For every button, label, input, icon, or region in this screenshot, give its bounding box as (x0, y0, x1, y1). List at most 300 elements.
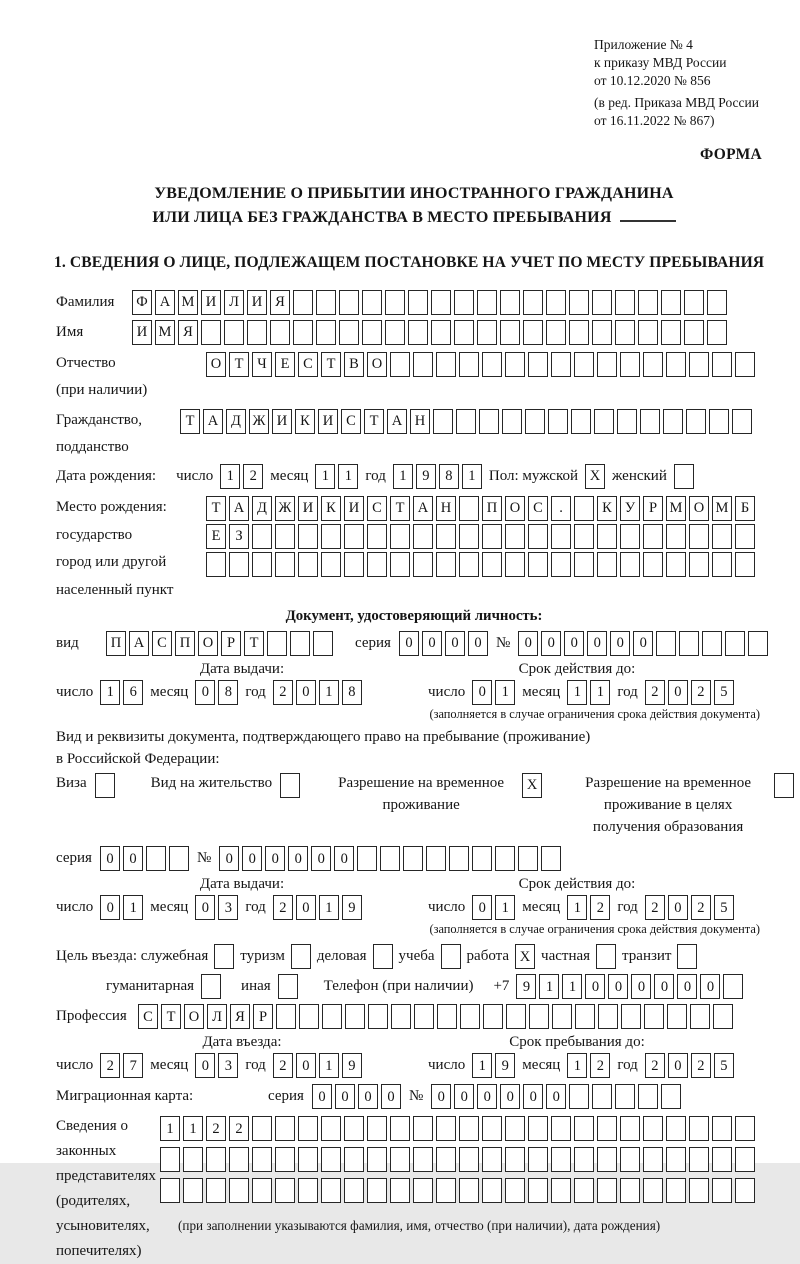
char-box[interactable] (390, 352, 410, 377)
char-box[interactable] (278, 974, 298, 999)
char-box[interactable] (551, 524, 571, 549)
char-box[interactable] (477, 320, 497, 345)
char-box[interactable]: 0 (608, 974, 628, 999)
char-box[interactable]: А (229, 496, 249, 521)
char-box[interactable] (367, 1116, 387, 1141)
char-box[interactable] (638, 320, 658, 345)
char-box[interactable]: 1 (393, 464, 413, 489)
char-box[interactable] (615, 1084, 635, 1109)
char-box[interactable] (345, 1004, 365, 1029)
char-box[interactable] (500, 320, 520, 345)
char-box[interactable] (574, 1147, 594, 1172)
char-box[interactable] (276, 1004, 296, 1029)
char-box[interactable] (206, 1147, 226, 1172)
char-box[interactable] (431, 290, 451, 315)
char-box[interactable] (229, 552, 249, 577)
char-box[interactable] (459, 1147, 479, 1172)
char-box[interactable]: Д (226, 409, 246, 434)
char-box[interactable] (95, 773, 115, 798)
char-box[interactable]: Я (270, 290, 290, 315)
char-box[interactable] (367, 524, 387, 549)
char-box[interactable]: А (129, 631, 149, 656)
char-box[interactable]: 1 (123, 895, 143, 920)
char-box[interactable] (551, 552, 571, 577)
char-box[interactable] (344, 1116, 364, 1141)
char-box[interactable] (390, 524, 410, 549)
char-box[interactable]: Л (207, 1004, 227, 1029)
char-box[interactable]: 5 (714, 1053, 734, 1078)
char-box[interactable]: Т (364, 409, 384, 434)
char-box[interactable]: 2 (100, 1053, 120, 1078)
char-box[interactable]: С (138, 1004, 158, 1029)
char-box[interactable]: 0 (334, 846, 354, 871)
char-box[interactable] (712, 552, 732, 577)
char-box[interactable] (505, 1147, 525, 1172)
char-box[interactable]: 0 (195, 1053, 215, 1078)
char-box[interactable]: 1 (567, 1053, 587, 1078)
char-box[interactable]: 1 (495, 895, 515, 920)
char-box[interactable] (459, 552, 479, 577)
char-box[interactable]: 2 (273, 680, 293, 705)
char-box[interactable]: 2 (206, 1116, 226, 1141)
char-box[interactable]: 5 (714, 680, 734, 705)
char-box[interactable] (735, 352, 755, 377)
char-box[interactable]: И (201, 290, 221, 315)
char-box[interactable]: Ж (249, 409, 269, 434)
char-box[interactable]: 1 (183, 1116, 203, 1141)
char-box[interactable] (598, 1004, 618, 1029)
char-box[interactable] (160, 1178, 180, 1203)
char-box[interactable] (702, 631, 722, 656)
char-box[interactable]: Ф (132, 290, 152, 315)
char-box[interactable] (505, 552, 525, 577)
char-box[interactable] (413, 524, 433, 549)
char-box[interactable]: 1 (472, 1053, 492, 1078)
char-box[interactable] (505, 352, 525, 377)
char-box[interactable]: А (203, 409, 223, 434)
char-box[interactable] (298, 1116, 318, 1141)
char-box[interactable] (615, 290, 635, 315)
char-box[interactable] (413, 352, 433, 377)
char-box[interactable]: 1 (100, 680, 120, 705)
char-box[interactable]: 9 (516, 974, 536, 999)
char-box[interactable]: 0 (296, 680, 316, 705)
char-box[interactable] (679, 631, 699, 656)
char-box[interactable] (528, 552, 548, 577)
char-box[interactable]: Ч (252, 352, 272, 377)
char-box[interactable] (252, 1147, 272, 1172)
char-box[interactable] (206, 1178, 226, 1203)
char-box[interactable]: 0 (296, 895, 316, 920)
char-box[interactable] (574, 352, 594, 377)
char-box[interactable] (546, 320, 566, 345)
char-box[interactable] (712, 352, 732, 377)
char-box[interactable] (569, 320, 589, 345)
char-box[interactable]: 1 (319, 895, 339, 920)
char-box[interactable]: Н (410, 409, 430, 434)
char-box[interactable]: 2 (243, 464, 263, 489)
char-box[interactable]: У (620, 496, 640, 521)
char-box[interactable] (459, 1178, 479, 1203)
char-box[interactable] (574, 552, 594, 577)
char-box[interactable]: 0 (296, 1053, 316, 1078)
char-box[interactable]: 1 (220, 464, 240, 489)
char-box[interactable]: 1 (462, 464, 482, 489)
char-box[interactable]: 0 (668, 1053, 688, 1078)
char-box[interactable] (275, 1147, 295, 1172)
char-box[interactable]: П (106, 631, 126, 656)
char-box[interactable] (391, 1004, 411, 1029)
char-box[interactable]: 9 (342, 1053, 362, 1078)
char-box[interactable]: 0 (219, 846, 239, 871)
char-box[interactable] (735, 1147, 755, 1172)
char-box[interactable]: 0 (518, 631, 538, 656)
char-box[interactable] (344, 552, 364, 577)
char-box[interactable] (667, 1004, 687, 1029)
char-box[interactable] (528, 352, 548, 377)
char-box[interactable] (482, 352, 502, 377)
char-box[interactable] (615, 320, 635, 345)
char-box[interactable] (390, 552, 410, 577)
char-box[interactable]: И (132, 320, 152, 345)
char-box[interactable] (413, 552, 433, 577)
char-box[interactable]: 2 (645, 1053, 665, 1078)
char-box[interactable]: 0 (585, 974, 605, 999)
char-box[interactable] (725, 631, 745, 656)
char-box[interactable] (621, 1004, 641, 1029)
char-box[interactable]: Т (244, 631, 264, 656)
char-box[interactable] (495, 846, 515, 871)
char-box[interactable]: 0 (541, 631, 561, 656)
char-box[interactable]: К (321, 496, 341, 521)
char-box[interactable] (267, 631, 287, 656)
char-box[interactable] (472, 846, 492, 871)
char-box[interactable]: Т (229, 352, 249, 377)
char-box[interactable] (551, 1178, 571, 1203)
char-box[interactable]: 8 (439, 464, 459, 489)
char-box[interactable]: Р (253, 1004, 273, 1029)
char-box[interactable]: З (229, 524, 249, 549)
char-box[interactable]: 2 (229, 1116, 249, 1141)
char-box[interactable] (413, 1178, 433, 1203)
char-box[interactable]: 1 (567, 895, 587, 920)
char-box[interactable] (183, 1178, 203, 1203)
char-box[interactable] (482, 1147, 502, 1172)
char-box[interactable]: 9 (495, 1053, 515, 1078)
char-box[interactable]: И (344, 496, 364, 521)
char-box[interactable]: Д (252, 496, 272, 521)
char-box[interactable] (707, 290, 727, 315)
char-box[interactable] (528, 1147, 548, 1172)
char-box[interactable] (201, 974, 221, 999)
char-box[interactable] (408, 320, 428, 345)
char-box[interactable]: Б (735, 496, 755, 521)
char-box[interactable] (380, 846, 400, 871)
char-box[interactable] (385, 320, 405, 345)
char-box[interactable] (293, 320, 313, 345)
char-box[interactable] (597, 552, 617, 577)
char-box[interactable]: 3 (218, 1053, 238, 1078)
char-box[interactable] (523, 290, 543, 315)
char-box[interactable]: 0 (633, 631, 653, 656)
char-box[interactable]: 0 (311, 846, 331, 871)
char-box[interactable] (449, 846, 469, 871)
char-box[interactable] (460, 1004, 480, 1029)
char-box[interactable] (592, 290, 612, 315)
char-box[interactable] (367, 1178, 387, 1203)
char-box[interactable]: С (152, 631, 172, 656)
char-box[interactable] (712, 1178, 732, 1203)
char-box[interactable]: 0 (242, 846, 262, 871)
char-box[interactable] (689, 1147, 709, 1172)
char-box[interactable] (684, 290, 704, 315)
char-box[interactable]: 0 (477, 1084, 497, 1109)
char-box[interactable] (689, 1178, 709, 1203)
char-box[interactable] (735, 1116, 755, 1141)
char-box[interactable]: 2 (645, 680, 665, 705)
char-box[interactable]: О (505, 496, 525, 521)
char-box[interactable] (643, 1147, 663, 1172)
char-box[interactable] (638, 290, 658, 315)
char-box[interactable]: 0 (312, 1084, 332, 1109)
char-box[interactable] (298, 524, 318, 549)
char-box[interactable]: 0 (445, 631, 465, 656)
char-box[interactable]: 0 (195, 680, 215, 705)
char-box[interactable] (638, 1084, 658, 1109)
char-box[interactable]: О (206, 352, 226, 377)
char-box[interactable] (477, 290, 497, 315)
char-box[interactable]: 0 (468, 631, 488, 656)
char-box[interactable] (735, 552, 755, 577)
char-box[interactable] (574, 496, 594, 521)
char-box[interactable]: 1 (160, 1116, 180, 1141)
char-box[interactable]: 1 (562, 974, 582, 999)
char-box[interactable]: В (344, 352, 364, 377)
char-box[interactable]: Я (230, 1004, 250, 1029)
char-box[interactable]: М (666, 496, 686, 521)
char-box[interactable] (436, 352, 456, 377)
char-box[interactable]: 1 (319, 680, 339, 705)
char-box[interactable]: Е (206, 524, 226, 549)
char-box[interactable]: 0 (381, 1084, 401, 1109)
char-box[interactable] (362, 320, 382, 345)
char-box[interactable] (201, 320, 221, 345)
char-box[interactable] (459, 496, 479, 521)
char-box[interactable]: 1 (315, 464, 335, 489)
char-box[interactable]: 0 (195, 895, 215, 920)
char-box[interactable] (666, 524, 686, 549)
char-box[interactable] (620, 1147, 640, 1172)
char-box[interactable] (321, 524, 341, 549)
char-box[interactable]: 2 (590, 895, 610, 920)
char-box[interactable] (643, 352, 663, 377)
char-box[interactable] (270, 320, 290, 345)
char-box[interactable] (403, 846, 423, 871)
char-box[interactable] (689, 352, 709, 377)
char-box[interactable] (748, 631, 768, 656)
char-box[interactable] (551, 1147, 571, 1172)
char-box[interactable]: 0 (546, 1084, 566, 1109)
char-box[interactable] (592, 1084, 612, 1109)
char-box[interactable]: К (597, 496, 617, 521)
char-box[interactable] (574, 524, 594, 549)
char-box[interactable] (321, 1147, 341, 1172)
char-box[interactable] (597, 352, 617, 377)
char-box[interactable]: О (198, 631, 218, 656)
char-box[interactable] (597, 1147, 617, 1172)
char-box[interactable] (506, 1004, 526, 1029)
char-box[interactable]: М (712, 496, 732, 521)
char-box[interactable] (321, 552, 341, 577)
char-box[interactable] (597, 1116, 617, 1141)
char-box[interactable]: 9 (416, 464, 436, 489)
char-box[interactable]: Л (224, 290, 244, 315)
char-box[interactable] (437, 1004, 457, 1029)
char-box[interactable] (385, 290, 405, 315)
char-box[interactable] (413, 1147, 433, 1172)
char-box[interactable] (344, 524, 364, 549)
char-box[interactable] (735, 524, 755, 549)
char-box[interactable]: М (178, 290, 198, 315)
char-box[interactable] (482, 1178, 502, 1203)
char-box[interactable]: К (295, 409, 315, 434)
char-box[interactable]: 0 (472, 680, 492, 705)
char-box[interactable] (275, 552, 295, 577)
char-box[interactable] (322, 1004, 342, 1029)
char-box[interactable]: 0 (100, 846, 120, 871)
char-box[interactable] (596, 944, 616, 969)
char-box[interactable] (482, 1116, 502, 1141)
char-box[interactable] (275, 1116, 295, 1141)
char-box[interactable] (321, 1116, 341, 1141)
char-box[interactable]: 0 (500, 1084, 520, 1109)
char-box[interactable] (275, 524, 295, 549)
char-box[interactable] (640, 409, 660, 434)
char-box[interactable] (224, 320, 244, 345)
char-box[interactable] (362, 290, 382, 315)
char-box[interactable]: П (175, 631, 195, 656)
char-box[interactable] (643, 552, 663, 577)
char-box[interactable]: 0 (265, 846, 285, 871)
char-box[interactable]: П (482, 496, 502, 521)
char-box[interactable] (436, 552, 456, 577)
char-box[interactable] (569, 1084, 589, 1109)
char-box[interactable] (666, 1147, 686, 1172)
char-box[interactable]: 0 (358, 1084, 378, 1109)
char-box[interactable]: А (155, 290, 175, 315)
char-box[interactable] (298, 1147, 318, 1172)
char-box[interactable] (436, 1116, 456, 1141)
char-box[interactable]: 0 (454, 1084, 474, 1109)
char-box[interactable] (275, 1178, 295, 1203)
char-box[interactable]: 0 (431, 1084, 451, 1109)
char-box[interactable] (390, 1147, 410, 1172)
char-box[interactable] (169, 846, 189, 871)
char-box[interactable]: С (528, 496, 548, 521)
char-box[interactable] (252, 552, 272, 577)
char-box[interactable] (368, 1004, 388, 1029)
char-box[interactable]: 1 (319, 1053, 339, 1078)
char-box[interactable] (426, 846, 446, 871)
char-box[interactable] (339, 290, 359, 315)
char-box[interactable] (661, 290, 681, 315)
char-box[interactable] (518, 846, 538, 871)
char-box[interactable] (229, 1178, 249, 1203)
char-box[interactable] (367, 552, 387, 577)
char-box[interactable] (436, 1147, 456, 1172)
char-box[interactable] (459, 352, 479, 377)
char-box[interactable] (594, 409, 614, 434)
char-box[interactable] (689, 1116, 709, 1141)
char-box[interactable]: Т (390, 496, 410, 521)
char-box[interactable] (529, 1004, 549, 1029)
char-box[interactable] (617, 409, 637, 434)
char-box[interactable]: 0 (677, 974, 697, 999)
char-box[interactable] (344, 1178, 364, 1203)
char-box[interactable]: 0 (654, 974, 674, 999)
char-box[interactable]: Е (275, 352, 295, 377)
char-box[interactable] (569, 290, 589, 315)
char-box[interactable]: Я (178, 320, 198, 345)
char-box[interactable]: Т (161, 1004, 181, 1029)
char-box[interactable]: А (413, 496, 433, 521)
char-box[interactable] (546, 290, 566, 315)
char-box[interactable]: Т (180, 409, 200, 434)
char-box[interactable]: 2 (273, 1053, 293, 1078)
char-box[interactable] (528, 524, 548, 549)
char-box[interactable]: 1 (338, 464, 358, 489)
char-box[interactable] (666, 1178, 686, 1203)
char-box[interactable] (482, 552, 502, 577)
char-box[interactable] (483, 1004, 503, 1029)
char-box[interactable]: 7 (123, 1053, 143, 1078)
char-box[interactable]: 2 (691, 895, 711, 920)
char-box[interactable] (656, 631, 676, 656)
char-box[interactable]: X (585, 464, 605, 489)
char-box[interactable] (677, 944, 697, 969)
char-box[interactable]: 2 (645, 895, 665, 920)
char-box[interactable] (298, 552, 318, 577)
char-box[interactable] (339, 320, 359, 345)
char-box[interactable] (620, 1116, 640, 1141)
char-box[interactable] (459, 1116, 479, 1141)
char-box[interactable]: Т (206, 496, 226, 521)
char-box[interactable]: 0 (422, 631, 442, 656)
char-box[interactable]: 1 (567, 680, 587, 705)
char-box[interactable]: X (522, 773, 542, 798)
char-box[interactable] (321, 1178, 341, 1203)
char-box[interactable]: Р (643, 496, 663, 521)
char-box[interactable] (643, 524, 663, 549)
char-box[interactable] (408, 290, 428, 315)
char-box[interactable] (644, 1004, 664, 1029)
char-box[interactable]: 0 (631, 974, 651, 999)
char-box[interactable] (732, 409, 752, 434)
char-box[interactable] (183, 1147, 203, 1172)
char-box[interactable]: Т (321, 352, 341, 377)
char-box[interactable] (390, 1116, 410, 1141)
char-box[interactable]: М (155, 320, 175, 345)
char-box[interactable] (541, 846, 561, 871)
char-box[interactable]: 3 (218, 895, 238, 920)
char-box[interactable]: 0 (668, 680, 688, 705)
char-box[interactable]: И (247, 290, 267, 315)
char-box[interactable]: О (367, 352, 387, 377)
char-box[interactable] (316, 320, 336, 345)
char-box[interactable] (146, 846, 166, 871)
char-box[interactable] (367, 1147, 387, 1172)
char-box[interactable] (316, 290, 336, 315)
